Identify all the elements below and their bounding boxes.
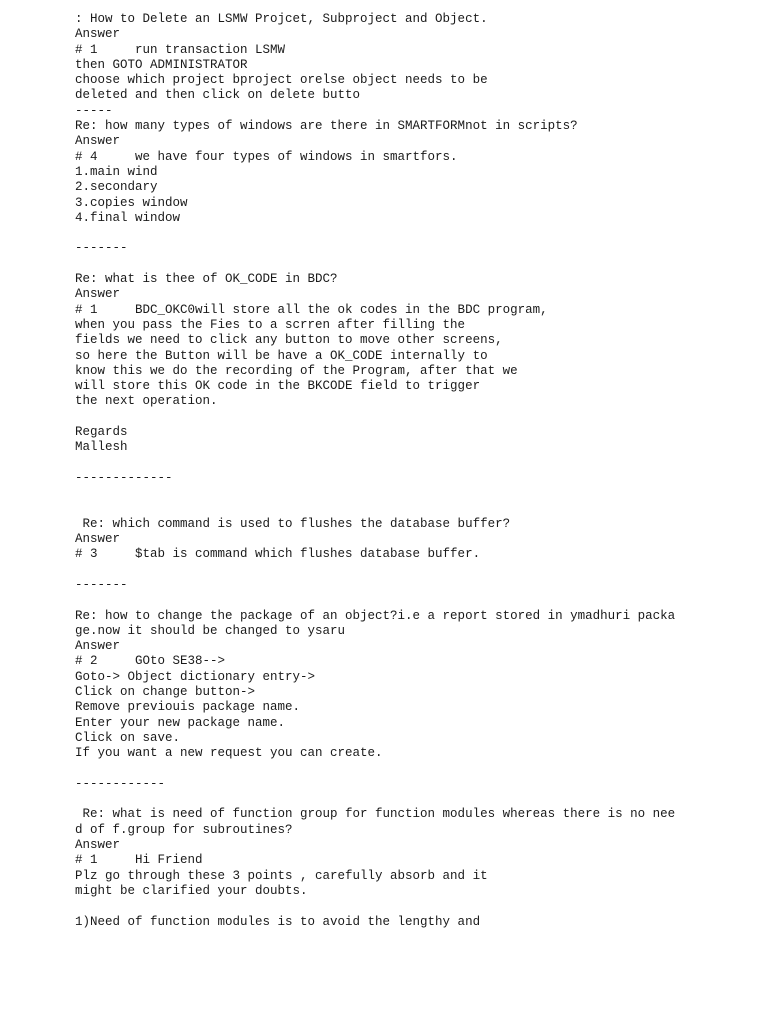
text-line: Answer <box>75 532 121 547</box>
text-line: Re: what is thee of OK_CODE in BDC? <box>75 272 338 287</box>
text-line: Goto-> Object dictionary entry-> <box>75 669 316 684</box>
text-line: Click on save. <box>75 730 181 745</box>
text-line: Answer <box>75 134 121 149</box>
text-line: Answer <box>75 27 121 42</box>
document-text <box>75 12 755 930</box>
text-line: 4.final window <box>75 210 181 225</box>
text-line: might be clarified your doubts. <box>75 883 308 898</box>
text-line: 2.secondary <box>75 180 158 195</box>
separator-line: ------------- <box>75 470 173 485</box>
text-line: 1.main wind <box>75 164 158 179</box>
text-line: Re: how many types of windows are there in SMARTFORMnot in scripts? <box>75 119 578 134</box>
separator-line: ------- <box>75 241 128 256</box>
blank-line <box>75 486 755 501</box>
text-line: Enter your new package name. <box>75 715 286 730</box>
separator-line: ----- <box>75 103 113 118</box>
text-line: Regards <box>75 425 128 440</box>
text-line: If you want a new request you can create. <box>75 746 383 761</box>
separator-line: ------------ <box>75 776 166 791</box>
text-line: Remove previouis package name. <box>75 700 301 715</box>
text-line: so here the Button will be have a OK_CODE internally to <box>75 348 488 363</box>
text-line: # 3 $tab is command which flushes database buffer. <box>75 547 481 562</box>
text-line: Re: which command is used to flushes the database buffer? <box>75 516 511 531</box>
text-line: Re: what is need of function group for function modules whereas there is no nee <box>75 807 676 822</box>
text-line: # 2 GOto SE38--> <box>75 654 226 669</box>
text-line: d of f.group for subroutines? <box>75 822 293 837</box>
text-line: Mallesh <box>75 440 128 455</box>
text-line: Answer <box>75 287 121 302</box>
text-line: # 1 BDC_OKC0will store all the ok codes in the BDC program, <box>75 302 548 317</box>
text-line: # 1 run transaction LSMW <box>75 42 286 57</box>
text-line: the next operation. <box>75 394 218 409</box>
text-line: 1)Need of function modules is to avoid the lengthy and <box>75 914 481 929</box>
text-line: will store this OK code in the BKCODE field to trigger <box>75 379 481 394</box>
blank-line <box>75 792 755 807</box>
blank-line <box>75 456 755 471</box>
text-line: # 1 Hi Friend <box>75 853 203 868</box>
text-line: then GOTO ADMINISTRATOR <box>75 57 248 72</box>
text-line: 3.copies window <box>75 195 188 210</box>
blank-line <box>75 257 755 272</box>
blank-line <box>75 410 755 425</box>
blank-line <box>75 762 755 777</box>
separator-line: ------- <box>75 577 128 592</box>
text-line: when you pass the Fies to a scrren after filling the <box>75 317 466 332</box>
text-line: Answer <box>75 838 121 853</box>
text-line: Answer <box>75 639 121 654</box>
text-line: Click on change button-> <box>75 685 256 700</box>
text-line: : How to Delete an LSMW Projcet, Subproject and Object. <box>75 12 488 26</box>
blank-line <box>75 899 755 914</box>
blank-line <box>75 502 755 517</box>
text-line: choose which project bproject orelse object needs to be <box>75 73 488 88</box>
text-line: deleted and then click on delete butto <box>75 88 361 103</box>
blank-line <box>75 226 755 241</box>
text-line: know this we do the recording of the Program, after that we <box>75 363 518 378</box>
text-line: ge.now it should be changed to ysaru <box>75 623 346 638</box>
text-line: Re: how to change the package of an object?i.e a report stored in ymadhuri packa <box>75 608 676 623</box>
text-line: # 4 we have four types of windows in smartfors. <box>75 149 458 164</box>
blank-line <box>75 563 755 578</box>
blank-line <box>75 593 755 608</box>
text-line: Plz go through these 3 points , carefully absorb and it <box>75 868 488 883</box>
text-line: fields we need to click any button to move other screens, <box>75 333 503 348</box>
